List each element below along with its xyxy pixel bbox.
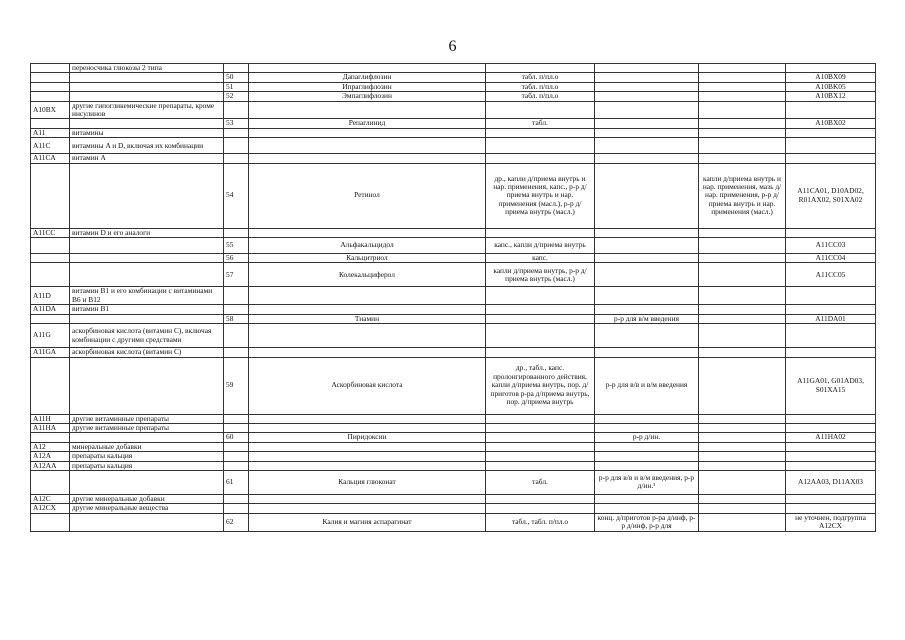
- injection-form: р-р д/ин.: [595, 433, 699, 442]
- atc-group-name: [70, 73, 224, 82]
- atc-group-name: [70, 357, 224, 414]
- row-number: 58: [224, 314, 249, 323]
- other-form: [699, 452, 786, 461]
- other-form: [699, 92, 786, 101]
- atc-code: [786, 324, 876, 348]
- other-form: [699, 64, 786, 73]
- atc-group-name: минеральные добавки: [70, 442, 224, 451]
- atc-group-name: аскорбиновая кислота (витамин C), включая комбинации с другими средствами: [70, 324, 224, 348]
- row-number: [224, 324, 249, 348]
- table-row: [31, 82, 876, 91]
- atc-code: [786, 461, 876, 470]
- atc-group-code: [31, 73, 70, 82]
- table-row: [31, 119, 876, 128]
- atc-group-code: A12A: [31, 452, 70, 461]
- drug-name: Репаглинид: [249, 119, 486, 128]
- other-form: [699, 348, 786, 357]
- atc-group-code: A11GA: [31, 348, 70, 357]
- atc-group-code: [31, 314, 70, 323]
- atc-group-name: [70, 163, 224, 228]
- dosage-form: [486, 452, 595, 461]
- atc-group-code: [31, 163, 70, 228]
- atc-code: [786, 64, 876, 73]
- atc-code: [786, 504, 876, 513]
- injection-form: р-р для в/в и в/м введения, р-р д/ин.¹: [595, 470, 699, 494]
- drug-name: Пиридоксин: [249, 433, 486, 442]
- dosage-form: табл. п/пл.о: [486, 82, 595, 91]
- other-form: [699, 513, 786, 531]
- dosage-form: табл.: [486, 470, 595, 494]
- table-row: [31, 461, 876, 470]
- drug-name: Ипраглифлозин: [249, 82, 486, 91]
- atc-group-name: другие витаминные препараты: [70, 414, 224, 423]
- atc-group-code: [31, 238, 70, 254]
- table-row: [31, 64, 876, 73]
- drug-name: [249, 128, 486, 137]
- atc-group-code: A11D: [31, 287, 70, 305]
- atc-code: A11CC04: [786, 254, 876, 263]
- atc-code: A12AA03, D11AX03: [786, 470, 876, 494]
- dosage-form: [486, 494, 595, 503]
- injection-form: [595, 119, 699, 128]
- atc-group-code: [31, 263, 70, 287]
- atc-code: [786, 228, 876, 237]
- injection-form: [595, 128, 699, 137]
- atc-group-name: [70, 433, 224, 442]
- injection-form: [595, 414, 699, 423]
- atc-group-name: витамин A: [70, 154, 224, 163]
- other-form: [699, 119, 786, 128]
- atc-group-name: другие минеральные добавки: [70, 494, 224, 503]
- injection-form: [595, 348, 699, 357]
- other-form: [699, 357, 786, 414]
- drug-name: Аскорбиновая кислота: [249, 357, 486, 414]
- dosage-form: др., капли д/приема внутрь и нар. применения, капс., р-р д/приема внутрь и нар. применения (масл.), р-р д/приема внутрь (масл.): [486, 163, 595, 228]
- row-number: 55: [224, 238, 249, 254]
- table-row: [31, 513, 876, 531]
- atc-group-code: [31, 470, 70, 494]
- other-form: [699, 461, 786, 470]
- drug-name: [249, 101, 486, 119]
- row-number: [224, 305, 249, 314]
- other-form: капли д/приема внутрь и нар. применения, мазь д/нар. применения, р-р д/приема внутрь и нар. применения (масл.): [699, 163, 786, 228]
- atc-group-code: A12C: [31, 494, 70, 503]
- atc-group-name: [70, 82, 224, 91]
- drug-name: [249, 305, 486, 314]
- drug-name: [249, 64, 486, 73]
- atc-group-code: [31, 64, 70, 73]
- atc-code: [786, 423, 876, 432]
- other-form: [699, 470, 786, 494]
- row-number: [224, 423, 249, 432]
- atc-group-code: [31, 357, 70, 414]
- atc-group-name: витамины A и D, включая их комбинации: [70, 138, 224, 154]
- drug-list-table: [30, 63, 876, 532]
- row-number: [224, 414, 249, 423]
- other-form: [699, 504, 786, 513]
- atc-group-name: другие витаминные препараты: [70, 423, 224, 432]
- atc-code: A11CC05: [786, 263, 876, 287]
- table-row: [31, 348, 876, 357]
- table-row: [31, 452, 876, 461]
- row-number: [224, 287, 249, 305]
- injection-form: конц. д/приготов р-ра д/инф, р-р д/инф, р-р для: [595, 513, 699, 531]
- injection-form: [595, 82, 699, 91]
- row-number: [224, 442, 249, 451]
- atc-group-code: [31, 513, 70, 531]
- atc-code: [786, 101, 876, 119]
- table-row: [31, 442, 876, 451]
- row-number: 59: [224, 357, 249, 414]
- atc-group-name: препараты кальция: [70, 452, 224, 461]
- atc-group-code: [31, 92, 70, 101]
- row-number: [224, 452, 249, 461]
- dosage-form: [486, 314, 595, 323]
- row-number: 53: [224, 119, 249, 128]
- other-form: [699, 73, 786, 82]
- dosage-form: табл. п/пл.о: [486, 73, 595, 82]
- dosage-form: [486, 324, 595, 348]
- atc-group-name: [70, 254, 224, 263]
- table-row: [31, 73, 876, 82]
- atc-code: A11HA02: [786, 433, 876, 442]
- dosage-form: [486, 287, 595, 305]
- other-form: [699, 314, 786, 323]
- dosage-form: [486, 64, 595, 73]
- atc-code: A11DA01: [786, 314, 876, 323]
- atc-code: не уточнен, подгруппа A12CX: [786, 513, 876, 531]
- injection-form: [595, 163, 699, 228]
- atc-code: [786, 154, 876, 163]
- row-number: 51: [224, 82, 249, 91]
- table-row: [31, 101, 876, 119]
- table-row: [31, 305, 876, 314]
- table-row: [31, 470, 876, 494]
- atc-group-name: витамин B1: [70, 305, 224, 314]
- drug-name: Кальцитриол: [249, 254, 486, 263]
- atc-group-name: витамин D и его аналоги: [70, 228, 224, 237]
- atc-code: [786, 305, 876, 314]
- atc-group-name: [70, 263, 224, 287]
- injection-form: [595, 263, 699, 287]
- atc-group-name: [70, 470, 224, 494]
- table-row: [31, 92, 876, 101]
- table-row: [31, 228, 876, 237]
- table-row: [31, 163, 876, 228]
- drug-name: [249, 414, 486, 423]
- table-row: [31, 254, 876, 263]
- table-row: [31, 238, 876, 254]
- dosage-form: табл.: [486, 119, 595, 128]
- injection-form: [595, 73, 699, 82]
- other-form: [699, 82, 786, 91]
- injection-form: р-р для в/м введения: [595, 314, 699, 323]
- atc-code: A11GA01, G01AD03, S01XA15: [786, 357, 876, 414]
- dosage-form: [486, 228, 595, 237]
- row-number: [224, 504, 249, 513]
- other-form: [699, 128, 786, 137]
- drug-name: [249, 452, 486, 461]
- atc-code: A10BK05: [786, 82, 876, 91]
- other-form: [699, 305, 786, 314]
- drug-name: Дапаглифлозин: [249, 73, 486, 82]
- atc-group-code: A11HA: [31, 423, 70, 432]
- row-number: [224, 461, 249, 470]
- table-row: [31, 324, 876, 348]
- atc-code: [786, 128, 876, 137]
- atc-group-name: переносчика глюкозы 2 типа: [70, 64, 224, 73]
- drug-name: [249, 504, 486, 513]
- other-form: [699, 433, 786, 442]
- row-number: 57: [224, 263, 249, 287]
- atc-group-name: [70, 314, 224, 323]
- row-number: [224, 64, 249, 73]
- atc-group-code: A11CC: [31, 228, 70, 237]
- drug-name: [249, 423, 486, 432]
- other-form: [699, 287, 786, 305]
- atc-code: A11CA01, D10AD02, R01AX02, S01XA02: [786, 163, 876, 228]
- injection-form: [595, 461, 699, 470]
- drug-name: [249, 228, 486, 237]
- dosage-form: [486, 128, 595, 137]
- atc-code: [786, 494, 876, 503]
- dosage-form: [486, 138, 595, 154]
- other-form: [699, 442, 786, 451]
- injection-form: [595, 254, 699, 263]
- other-form: [699, 263, 786, 287]
- dosage-form: [486, 433, 595, 442]
- drug-name: Альфакальцидол: [249, 238, 486, 254]
- drug-name: [249, 461, 486, 470]
- table-row: [31, 263, 876, 287]
- atc-group-code: A11DA: [31, 305, 70, 314]
- other-form: [699, 154, 786, 163]
- drug-name: [249, 494, 486, 503]
- dosage-form: табл., табл. п/пл.о: [486, 513, 595, 531]
- injection-form: [595, 442, 699, 451]
- drug-name: Тиамин: [249, 314, 486, 323]
- table-body: [31, 64, 876, 532]
- atc-code: [786, 442, 876, 451]
- atc-group-name: аскорбиновая кислота (витамин C): [70, 348, 224, 357]
- row-number: [224, 228, 249, 237]
- other-form: [699, 101, 786, 119]
- row-number: [224, 348, 249, 357]
- drug-name: [249, 324, 486, 348]
- atc-group-code: [31, 433, 70, 442]
- drug-name: Кальция глюконат: [249, 470, 486, 494]
- injection-form: [595, 228, 699, 237]
- table-row: [31, 504, 876, 513]
- other-form: [699, 324, 786, 348]
- row-number: [224, 138, 249, 154]
- drug-name: [249, 138, 486, 154]
- drug-name: [249, 287, 486, 305]
- drug-name: Калия и магния аспарагинат: [249, 513, 486, 531]
- other-form: [699, 238, 786, 254]
- table-row: [31, 154, 876, 163]
- atc-group-code: A11G: [31, 324, 70, 348]
- atc-code: [786, 138, 876, 154]
- injection-form: [595, 138, 699, 154]
- atc-code: [786, 414, 876, 423]
- dosage-form: [486, 154, 595, 163]
- dosage-form: [486, 461, 595, 470]
- row-number: 61: [224, 470, 249, 494]
- table-row: [31, 138, 876, 154]
- injection-form: [595, 504, 699, 513]
- other-form: [699, 423, 786, 432]
- atc-group-code: [31, 254, 70, 263]
- atc-group-code: A11H: [31, 414, 70, 423]
- dosage-form: [486, 423, 595, 432]
- dosage-form: [486, 348, 595, 357]
- dosage-form: [486, 101, 595, 119]
- atc-group-code: [31, 119, 70, 128]
- injection-form: [595, 423, 699, 432]
- table-row: [31, 423, 876, 432]
- injection-form: [595, 238, 699, 254]
- atc-code: A10BX09: [786, 73, 876, 82]
- dosage-form: капли д/приема внутрь, р-р д/приема внутрь (масл.): [486, 263, 595, 287]
- other-form: [699, 494, 786, 503]
- drug-name: Колекальциферол: [249, 263, 486, 287]
- row-number: 50: [224, 73, 249, 82]
- table-row: [31, 494, 876, 503]
- atc-group-name: другие минеральные вещества: [70, 504, 224, 513]
- injection-form: [595, 324, 699, 348]
- injection-form: [595, 494, 699, 503]
- dosage-form: табл. п/пл.о: [486, 92, 595, 101]
- atc-code: A10BX02: [786, 119, 876, 128]
- drug-name: [249, 348, 486, 357]
- atc-group-code: A10BX: [31, 101, 70, 119]
- atc-group-code: [31, 82, 70, 91]
- atc-group-name: витамин B1 и его комбинации с витаминами B6 и B12: [70, 287, 224, 305]
- dosage-form: [486, 442, 595, 451]
- row-number: 56: [224, 254, 249, 263]
- atc-code: A10BX12: [786, 92, 876, 101]
- injection-form: [595, 452, 699, 461]
- row-number: 62: [224, 513, 249, 531]
- atc-code: [786, 452, 876, 461]
- dosage-form: [486, 305, 595, 314]
- row-number: [224, 154, 249, 163]
- table-row: [31, 357, 876, 414]
- atc-group-code: A11C: [31, 138, 70, 154]
- atc-code: A11CC03: [786, 238, 876, 254]
- row-number: 52: [224, 92, 249, 101]
- atc-group-name: [70, 92, 224, 101]
- other-form: [699, 414, 786, 423]
- atc-code: [786, 348, 876, 357]
- dosage-form: капс., капли д/приема внутрь: [486, 238, 595, 254]
- injection-form: [595, 101, 699, 119]
- drug-name: [249, 154, 486, 163]
- table-row: [31, 128, 876, 137]
- table-row: [31, 414, 876, 423]
- atc-group-code: A12AA: [31, 461, 70, 470]
- table-row: [31, 433, 876, 442]
- atc-group-code: A12: [31, 442, 70, 451]
- other-form: [699, 254, 786, 263]
- dosage-form: [486, 414, 595, 423]
- row-number: [224, 101, 249, 119]
- atc-group-name: другие гипогликемические препараты, кроме инсулинов: [70, 101, 224, 119]
- dosage-form: др., табл., капс. пролонгированного действия, капли д/приема внутрь, пор. д/приготов р-ра д/приема внутрь, пор. д/приема внутрь: [486, 357, 595, 414]
- atc-group-name: препараты кальция: [70, 461, 224, 470]
- row-number: 60: [224, 433, 249, 442]
- other-form: [699, 138, 786, 154]
- atc-group-name: [70, 119, 224, 128]
- atc-group-name: [70, 513, 224, 531]
- dosage-form: [486, 504, 595, 513]
- table-row: [31, 287, 876, 305]
- drug-name: Ретинол: [249, 163, 486, 228]
- dosage-form: капс.: [486, 254, 595, 263]
- page-number: 6: [448, 38, 457, 55]
- atc-group-code: A11CA: [31, 154, 70, 163]
- injection-form: [595, 92, 699, 101]
- injection-form: [595, 154, 699, 163]
- injection-form: р-р для в/в и в/м введения: [595, 357, 699, 414]
- atc-group-code: A12CX: [31, 504, 70, 513]
- injection-form: [595, 305, 699, 314]
- row-number: [224, 494, 249, 503]
- injection-form: [595, 287, 699, 305]
- drug-name: Эмпаглифлозин: [249, 92, 486, 101]
- atc-group-code: A11: [31, 128, 70, 137]
- atc-group-name: витамины: [70, 128, 224, 137]
- table-row: [31, 314, 876, 323]
- row-number: 54: [224, 163, 249, 228]
- atc-code: [786, 287, 876, 305]
- row-number: [224, 128, 249, 137]
- drug-name: [249, 442, 486, 451]
- injection-form: [595, 64, 699, 73]
- atc-group-name: [70, 238, 224, 254]
- other-form: [699, 228, 786, 237]
